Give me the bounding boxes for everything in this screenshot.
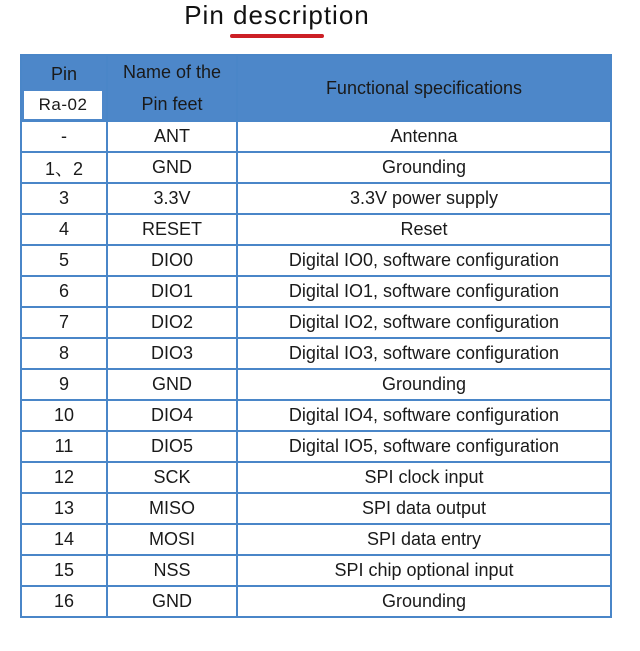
cell-pin: 10: [21, 400, 107, 431]
cell-pin-name: GND: [107, 369, 237, 400]
title-underline: [230, 34, 324, 38]
cell-function: Grounding: [237, 586, 611, 617]
table-row: [21, 276, 611, 307]
header-name-line1: Name of the: [122, 62, 222, 82]
cell-function: Digital IO1, software configuration: [237, 276, 611, 307]
cell-function: Grounding: [237, 369, 611, 400]
cell-pin-name: 3.3V: [107, 183, 237, 214]
table-row: [21, 121, 611, 152]
cell-pin-name: MOSI: [107, 524, 237, 555]
table-header-row: [21, 55, 611, 121]
table-row: [21, 307, 611, 338]
cell-function: SPI data entry: [237, 524, 611, 555]
header-pin-label: Pin: [50, 64, 77, 84]
cell-function: Grounding: [237, 152, 611, 183]
cell-pin: 3: [21, 183, 107, 214]
cell-function: SPI chip optional input: [237, 555, 611, 586]
table-body: [21, 121, 611, 617]
cell-pin-name: NSS: [107, 555, 237, 586]
cell-pin: 1、2: [21, 152, 107, 183]
cell-pin-name: DIO4: [107, 400, 237, 431]
cell-function: Digital IO3, software configuration: [237, 338, 611, 369]
cell-function: SPI data output: [237, 493, 611, 524]
header-name: [107, 55, 237, 121]
pin-table: [20, 54, 612, 618]
table-row: [21, 524, 611, 555]
cell-pin-name: MISO: [107, 493, 237, 524]
header-pin: [21, 55, 107, 121]
cell-pin: 9: [21, 369, 107, 400]
table-row: [21, 152, 611, 183]
table-row: [21, 431, 611, 462]
cell-pin-name: DIO2: [107, 307, 237, 338]
cell-pin-name: DIO0: [107, 245, 237, 276]
cell-pin-name: DIO3: [107, 338, 237, 369]
cell-pin: 4: [21, 214, 107, 245]
cell-pin: 7: [21, 307, 107, 338]
table-header: [21, 55, 611, 121]
header-pin-model: Ra-02: [24, 91, 102, 119]
header-name-line2: Pin feet: [141, 94, 203, 114]
cell-function: SPI clock input: [237, 462, 611, 493]
cell-function: Digital IO2, software configuration: [237, 307, 611, 338]
table-row: [21, 555, 611, 586]
cell-pin-name: DIO5: [107, 431, 237, 462]
table-row: [21, 586, 611, 617]
table-row: [21, 338, 611, 369]
table-row: [21, 183, 611, 214]
page-title: Pin description: [184, 0, 370, 30]
cell-pin: 8: [21, 338, 107, 369]
table-row: [21, 493, 611, 524]
table-row: [21, 400, 611, 431]
cell-pin: 12: [21, 462, 107, 493]
cell-pin-name: SCK: [107, 462, 237, 493]
cell-pin: 11: [21, 431, 107, 462]
table-row: [21, 369, 611, 400]
cell-pin-name: DIO1: [107, 276, 237, 307]
cell-pin: 16: [21, 586, 107, 617]
cell-function: Digital IO0, software configuration: [237, 245, 611, 276]
table-row: [21, 462, 611, 493]
cell-function: Reset: [237, 214, 611, 245]
cell-pin: 5: [21, 245, 107, 276]
cell-pin-name: GND: [107, 152, 237, 183]
cell-pin: 15: [21, 555, 107, 586]
cell-pin: -: [21, 121, 107, 152]
cell-pin: 13: [21, 493, 107, 524]
cell-pin: 14: [21, 524, 107, 555]
cell-function: 3.3V power supply: [237, 183, 611, 214]
header-functional: Functional specifications: [237, 55, 611, 121]
table-row: [21, 245, 611, 276]
cell-pin-name: GND: [107, 586, 237, 617]
cell-function: Digital IO5, software configuration: [237, 431, 611, 462]
cell-pin-name: RESET: [107, 214, 237, 245]
table-row: [21, 214, 611, 245]
cell-function: Digital IO4, software configuration: [237, 400, 611, 431]
cell-function: Antenna: [237, 121, 611, 152]
cell-pin-name: ANT: [107, 121, 237, 152]
cell-pin: 6: [21, 276, 107, 307]
